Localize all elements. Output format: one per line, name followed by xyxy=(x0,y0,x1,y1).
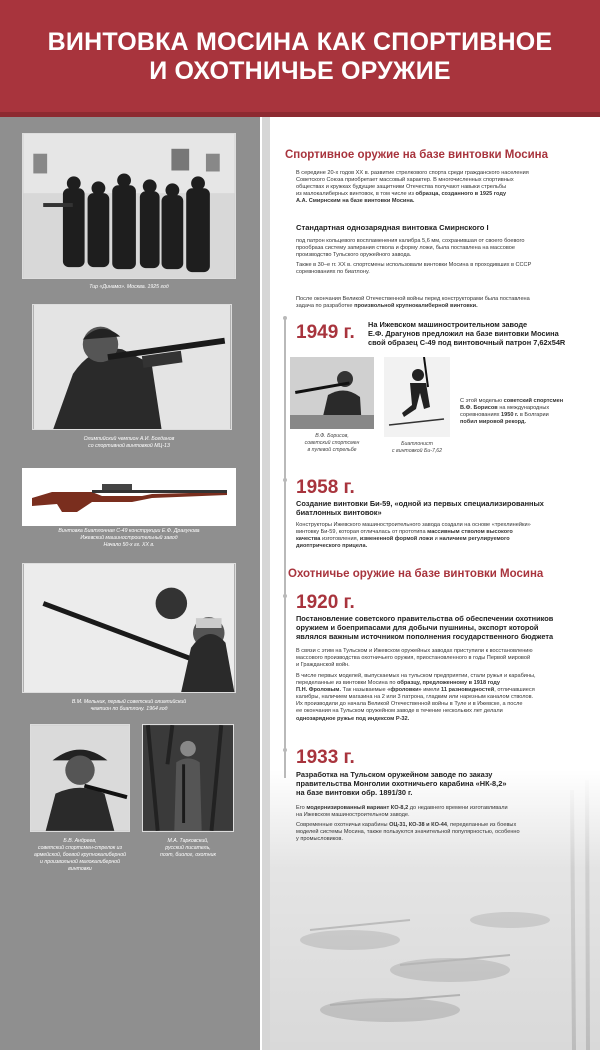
hunt-heading: Охотничье оружие на базе винтовки Мосина xyxy=(288,568,544,580)
photo-andreev xyxy=(30,724,130,832)
caption-andreev-4: и произвольной малокалиберной xyxy=(40,859,120,865)
sport-intro: В середине 20-х годов XX в. развитие стрелкового спорта среди гражданского населения Советского Союза приобретает массовый характер. В многочисленных спортивных обществах и кружках будущие защитники Отечества получают навыки стрельбы из малокалиберных винтовок, в том числе из образца, созданного в 1925 году А.А. Смирнским на базе винтовки Мосина. xyxy=(296,170,529,205)
caption-tarkovsky-3: поэт, биолог, охотник xyxy=(160,852,216,858)
smirnsky-heading: Стандартная однозарядная винтовка Смирнского I xyxy=(296,223,489,232)
bogdanov-image xyxy=(33,305,231,429)
tarkovsky-image xyxy=(143,725,233,831)
body-1920-b: В числе первых моделей, выпускаемых на тульском предприятии, стали ружья и карабины, переделанные из винтовки Мосина по образцу, предложенному в 1918 году П.Н. Фроловым. Так называемые «фроловки» имели 11 разновидностей, отличавшиеся калибры, наличием магазина на 2 или 3 патрона, гладким или нарезным каналом стволов. Их производили до начала Великой Отечественной войны в Туле и в Ижевске, а после ее окончания на Тульском оружейном заводе в течение нескольких лет делали однозарядное ружье под индексом Р-32. xyxy=(296,673,536,722)
borisov-image xyxy=(290,357,374,429)
page-title-line1: ВИНТОВКА МОСИНА КАК СПОРТИВНОЕ xyxy=(47,28,553,56)
text-1920: Постановление советского правительства об обеспечении охотников оружием и боеприпасами для добычи пушнины, экспорт которой являлся важным источником пополнения государственного бюджета xyxy=(296,614,554,642)
caption-tarkovsky-1: М.А. Тарковский, xyxy=(167,838,209,844)
text-1949: На Ижевском машиностроительном заводе Е.Ф. Драгунов предложил на базе винтовки Мосина свой образец С-49 под винтовочный патрон 7,62х54R xyxy=(368,320,566,348)
melnik-image xyxy=(23,564,235,692)
caption-biathlete: Биатлонист с винтовкой Би-7,62 xyxy=(391,441,443,454)
text-1958: Создание винтовки Би-59, «одной из первых специализированных биатлонных винтовок» xyxy=(296,499,544,518)
year-1933: 1933 г. xyxy=(296,747,355,768)
caption-andreev-5: винтовки xyxy=(68,866,92,872)
caption-rifle-3: Начало 50-х гг. XX в. xyxy=(103,542,155,548)
photo-rifle-s49 xyxy=(22,468,236,526)
text-1933: Разработка на Тульском оружейном заводе по заказу правительства Монголии охотничьего карабина «НК-8,2» на базе винтовки обр. 1891/30 г. xyxy=(296,770,507,798)
timeline-dot-1933 xyxy=(283,748,287,752)
photo-tarkovsky xyxy=(142,724,234,832)
caption-bogdanov-2: со спортивной винтовкой МЦ-13 xyxy=(88,443,170,449)
page-title-line2: И ОХОТНИЧЬЕ ОРУЖИЕ xyxy=(149,57,451,85)
photo-melnik xyxy=(22,563,236,693)
biathlete-image xyxy=(384,357,450,437)
rifle-s49-image xyxy=(22,468,236,526)
timeline-dot-1949 xyxy=(283,316,287,320)
borisov-record-text: С этой моделью советский спортсмен В.Ф. Борисов на международных соревнованиях 1950 г. в Болгарии побил мировой рекорд. xyxy=(460,398,564,426)
caption-shooting-range: Тир «Динамо». Москва. 1925 год xyxy=(89,284,169,290)
year-1920: 1920 г. xyxy=(296,592,355,613)
photo-biathlete xyxy=(384,357,450,437)
photo-borisov xyxy=(290,357,374,429)
caption-andreev-1: Б.В. Андреев, xyxy=(63,838,97,844)
smirnsky-text: под патрон кольцевого воспламенения калибра 5,6 мм, сохранившая от своего боевого прообраза систему запирания ствола и форму ложи, была поставлена на массовое производство Тульского оружейного завода. Также в 30–е гг. XX в. спортсмены использовали винтовки Мосина в проходивших в СССР соревнованиях по биатлону. xyxy=(296,238,532,276)
andreev-image xyxy=(31,725,129,831)
sport-heading: Спортивное оружие на базе винтовки Мосина xyxy=(285,149,549,161)
body-1920-a: В связи с этим на Тульском и Ижевском оружейных заводах приступили к восстановлению массового производства охотничьего оружия, приостановленного в годы Первой мировой и Гражданской войн. xyxy=(296,648,533,669)
caption-melnik-1: В.М. Мельник, первый советский олимпийский xyxy=(71,699,187,705)
shooting-range-image xyxy=(23,134,235,278)
caption-melnik-2: чемпион по биатлону. 1964 год xyxy=(90,706,168,712)
caption-tarkovsky-2: русский писатель, xyxy=(165,845,211,851)
timeline-dot-1920 xyxy=(283,594,287,598)
year-1949: 1949 г. xyxy=(296,322,355,343)
caption-borisov: В.Ф. Борисов, советский спортсмен в пулевой стрельбе xyxy=(304,433,360,453)
caption-rifle-2: Ижевский машиностроительный завод xyxy=(80,535,178,541)
timeline-line xyxy=(284,318,286,778)
after-war-text: После окончания Великой Отечественной войны перед конструкторами была поставлена задача по разработке произвольной крупнокалиберной винтовки. xyxy=(296,296,530,310)
year-1958: 1958 г. xyxy=(296,477,355,498)
body-1958: Конструкторы Ижевского машиностроительного завода создали на основе «трехлинейки» винтовку Би-59, которая отличалась от прототипа массивным стволом высокого качества изготовления, измененной формой ложи и наличием регулируемого диоптрического прицела. xyxy=(296,522,531,550)
divider-stripe xyxy=(262,117,270,1050)
caption-rifle-1: Винтовка Биатлонная С-49 конструкции Е.Ф. Драгунова xyxy=(58,528,200,534)
caption-andreev-3: армейской, боевой крупнокалиберной xyxy=(34,852,126,858)
photo-shooting-range xyxy=(22,133,236,279)
photo-bogdanov xyxy=(32,304,232,430)
caption-bogdanov-1: Олимпийский чемпион А.И. Богданов xyxy=(83,436,175,442)
caption-andreev-2: советский спортсмен-стрелок из xyxy=(38,845,122,851)
timeline-dot-1958 xyxy=(283,478,287,482)
page-header xyxy=(0,0,600,112)
body-1933: Его модернизированный вариант КО-8,2 до недавнего времени изготавливали на Ижевском машиностроительном заводе. Современные охотничьи карабины ОЦ-31, КО-38 и КО-44, переделанные из боевых моделей системы Мосина, также пользуются значительной популярностью, особенно у промысловиков. xyxy=(296,805,520,843)
